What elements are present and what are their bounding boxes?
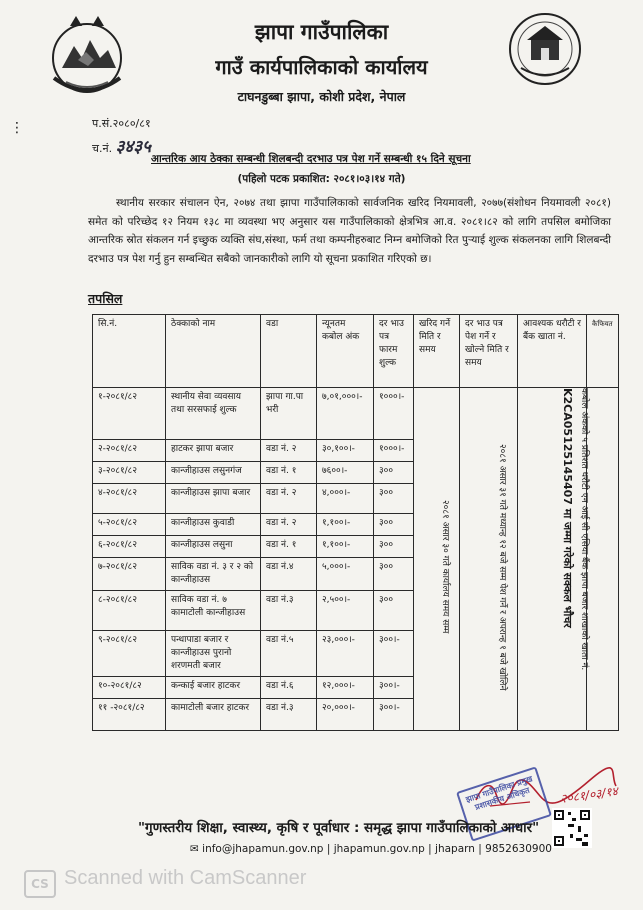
cell-form-fee: ३००	[374, 558, 414, 591]
header-contract-name: ठेक्काको नाम	[166, 315, 261, 388]
stamp-text: झापा गाउँपालिका प्रमुख प्रशासकीय अधिकृत	[464, 774, 534, 812]
cell-ward: वडा नं.६	[261, 677, 317, 699]
cell-min-bid: २,५००।-	[317, 591, 374, 631]
header-min-bid: न्यूनतम कबोल अंक	[317, 315, 374, 388]
cell-serial: ७-२०८१/८२	[93, 558, 166, 591]
camscanner-logo-icon: CS	[24, 870, 56, 898]
notice-body-text: स्थानीय सरकार संचालन ऐन, २०७४ तथा झापा गाउँपालिकाको सार्वजनिक खरिद नियमावली, २०७७(संशोधन नियमावली २०८१) समेत को परिच्छेद १२ नियम १३८ मा व्यवस्था भए अनुसार यस गाउँपालिकाको क्षेत्रभित्र आ.व. २०८१।८२ को लागि तपसिल बमोजिका आन्तरिक स्रोत संकलन गर्न इच्छुक व्यक्ति संघ,संस्था, फर्म तथा कम्पनीहरुबाट निम्न बमोजिको रित पुर्‍याई शुल्क संकलनका लागि शिलबन्दी दरभाउ पत्र पेश गर्नु हुन सम्बन्धित सबैको जानकारीको लागि यो सूचना प्रकाशित गरिएको छ।	[88, 197, 611, 265]
table-body	[93, 388, 619, 731]
cell-form-fee: ३००	[374, 591, 414, 631]
cell-contract-name: कान्जीहाउस लसुना	[166, 536, 261, 558]
cell-contract-name: स्थानीय सेवा व्यवसाय तथा सरसफाई शुल्क	[166, 388, 261, 440]
cell-ward: झापा गा.पा भरी	[261, 388, 317, 440]
footer-contact	[190, 843, 552, 855]
cell-contract-name: कन्काई बजार हाटकर	[166, 677, 261, 699]
header-submit-date: दर भाउ पत्र पेश गर्ने र खोल्ने मिति र समय	[460, 315, 518, 388]
schedule-title: तपसिल	[88, 291, 123, 306]
cell-contract-name: कान्जीहाउस लसुनगंज	[166, 462, 261, 484]
cell-form-fee: ३००	[374, 484, 414, 514]
cell-form-fee: ३००।-	[374, 631, 414, 677]
scanner-watermark	[0, 860, 643, 910]
deposit-text-2: K2CA05125145407 मा जम्मा गरेको सक्कल भौचर	[561, 388, 574, 628]
cell-form-fee: १०००।-	[374, 388, 414, 440]
purchase-date-text: २०८१ असार ३० गते कार्यालय समय सम्म	[440, 500, 450, 634]
cell-ward: वडा नं.३	[261, 591, 317, 631]
cell-serial: ८-२०८१/८२	[93, 591, 166, 631]
table-row	[93, 388, 619, 440]
cell-serial: ३-२०८१/८२	[93, 462, 166, 484]
cell-form-fee: १०००।-	[374, 440, 414, 462]
table-header-row	[93, 315, 619, 388]
cell-deposit-merged	[518, 388, 587, 731]
dispatch-number	[92, 134, 151, 157]
cell-serial: १०-२०८१/८२	[93, 677, 166, 699]
notice-subject: आन्तरिक आय ठेक्का सम्बन्धी शिलबन्दी दरभाउ पत्र पेश गर्ने सम्बन्धी १५ दिने सूचना	[151, 153, 471, 165]
cell-form-fee: ३००।-	[374, 699, 414, 731]
cell-ward: वडा नं. २	[261, 484, 317, 514]
margin-mark: ⋮	[10, 120, 24, 136]
published-date: (पहिलो पटक प्रकाशित: २०८१।०३।१४ गते)	[237, 173, 406, 185]
cell-form-fee: ३००।-	[374, 677, 414, 699]
cell-serial: ६-२०८१/८२	[93, 536, 166, 558]
municipality-title: झापा गाउँपालिका	[254, 20, 389, 44]
cell-min-bid: ७६००।-	[317, 462, 374, 484]
cell-serial: १-२०८१/८२	[93, 388, 166, 440]
submit-open-date-text: २०८१ असार ३१ गते मध्यान्ह १२ बजे सम्म पेश गर्ने र अपरान्ह १ बजे खोलिने	[497, 444, 507, 691]
cell-min-bid: १,१००।-	[317, 536, 374, 558]
cell-serial: ५-२०८१/८२	[93, 514, 166, 536]
cell-form-fee: ३००	[374, 514, 414, 536]
cell-min-bid: ५,०००।-	[317, 558, 374, 591]
office-address: टाघनडुब्बा झापा, कोशी प्रदेश, नेपाल	[237, 89, 406, 104]
deposit-text-1: कबोल अंकको ५ प्रतिशत धरौटी एन आई सी एसिया बैंक झापा बजार शाखाको खाता नं.	[579, 388, 589, 671]
header-ward: वडा	[261, 315, 317, 388]
qr-code-icon	[552, 808, 592, 848]
cell-contract-name: कामाटोली बजार हाटकर	[166, 699, 261, 731]
footer-slogan: "गुणस्तरीय शिक्षा, स्वास्थ्य, कृषि र पूर्वाधार : समृद्ध झापा गाउँपालिकाको आधार"	[138, 820, 540, 836]
cell-min-bid: १२,०००।-	[317, 677, 374, 699]
cell-min-bid: ३०,१००।-	[317, 440, 374, 462]
cell-form-fee: ३००	[374, 462, 414, 484]
cell-min-bid: ७,०१,०००।-	[317, 388, 374, 440]
cell-min-bid: १,१००।-	[317, 514, 374, 536]
cell-ward: वडा नं.५	[261, 631, 317, 677]
cell-serial: ९-२०८१/८२	[93, 631, 166, 677]
contract-table	[92, 314, 619, 731]
header-deposit: आवश्यक धरौटी र बैंक खाता नं.	[518, 315, 587, 388]
notice-body	[88, 194, 611, 268]
cell-min-bid: २०,०००।-	[317, 699, 374, 731]
header-serial: सि.नं.	[93, 315, 166, 388]
dispatch-label: च.नं.	[92, 142, 113, 155]
mail-icon: ✉	[190, 843, 199, 855]
cell-contract-name: हाटकर झापा बजार	[166, 440, 261, 462]
cell-ward: वडा नं.४	[261, 558, 317, 591]
contact-text: info@jhapamun.gov.np | jhapamun.gov.np | jhaparn | 9852630900	[202, 843, 552, 855]
cell-contract-name: साविक वडा नं. ७ कामाटोली कान्जीहाउस	[166, 591, 261, 631]
cell-min-bid: ४,०००।-	[317, 484, 374, 514]
cell-ward: वडा नं. १	[261, 462, 317, 484]
cell-contract-name: कान्जीहाउस झापा बजार	[166, 484, 261, 514]
cell-ward: वडा नं. २	[261, 514, 317, 536]
cell-ward: वडा नं.३	[261, 699, 317, 731]
letter-number: प.सं.२०८०/८१	[92, 117, 151, 130]
cell-contract-name: पन्धापाडा बजार र कान्जीहाउस पुरानो शरणमती बजार	[166, 631, 261, 677]
cell-contract-name: साविक वडा नं. ३ र २ को कान्जीहाउस	[166, 558, 261, 591]
header-purchase-date: खरिद गर्ने मिति र समय	[414, 315, 460, 388]
cell-serial: २-२०८१/८२	[93, 440, 166, 462]
cell-form-fee: ३००	[374, 536, 414, 558]
cell-contract-name: कान्जीहाउस कुवाडी	[166, 514, 261, 536]
cell-min-bid: २३,०००।-	[317, 631, 374, 677]
cell-serial: ४-२०८१/८२	[93, 484, 166, 514]
cell-serial: ११ -२०८१/८२	[93, 699, 166, 731]
header-remarks: कैफियत	[587, 315, 619, 388]
office-title: गाउँ कार्यपालिकाको कार्यालय	[215, 55, 428, 79]
cell-ward: वडा नं. २	[261, 440, 317, 462]
stamp-date: २०८१/०३/१४	[559, 784, 619, 806]
camscanner-label: Scanned with CamScanner	[64, 867, 307, 889]
dispatch-value: ३४३५	[115, 137, 151, 157]
header-form-fee: दर भाउ पत्र फारम शुल्क	[374, 315, 414, 388]
cell-ward: वडा नं. १	[261, 536, 317, 558]
